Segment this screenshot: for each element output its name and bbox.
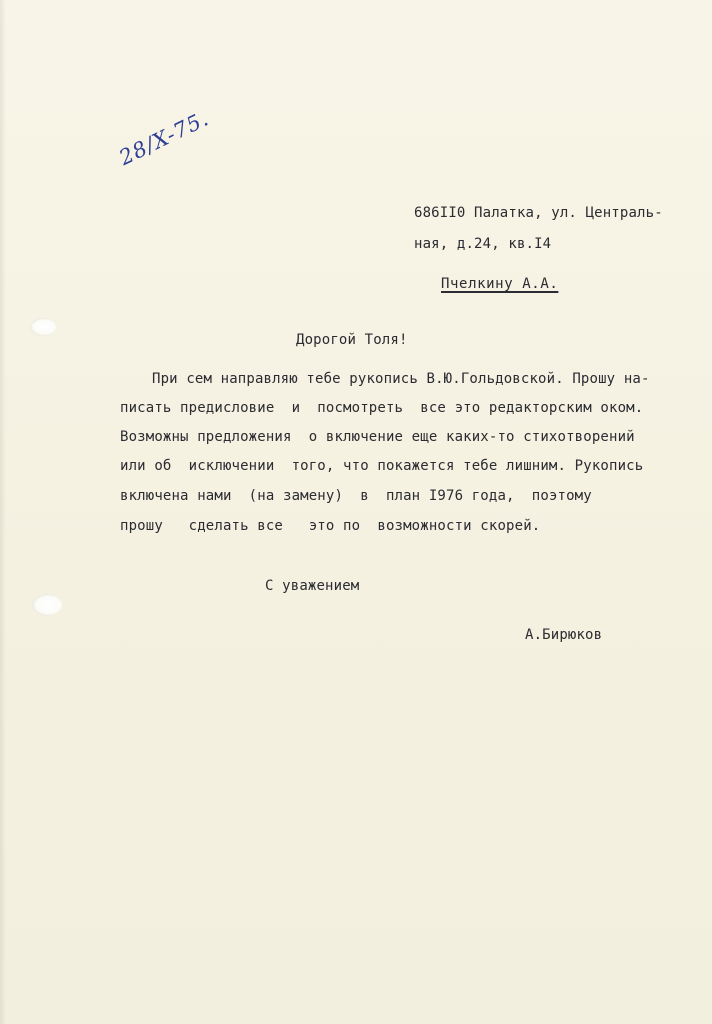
body-line-5: включена нами (на замену) в план I976 года, поэтому [120,488,592,504]
punch-hole-bottom [32,594,62,616]
closing: С уважением [265,578,360,594]
signature: А.Бирюков [525,627,603,643]
address-line-2: ная, д.24, кв.I4 [414,236,552,252]
punch-hole-top [30,318,56,336]
body-line-3: Возможны предложения о включение еще каких-то стихотворений [120,429,635,445]
address-line-1: 686II0 Палатка, ул. Централь- [414,205,663,221]
handwritten-date: 28/X-75. [115,106,213,170]
body-line-6: прошу сделать все это по возможности скорей. [120,518,541,534]
body-line-2: писать предисловие и посмотреть все это редакторским оком. [120,400,644,416]
body-line-1: При сем направляю тебе рукопись В.Ю.Гольдовской. Прошу на- [152,371,650,387]
body-line-4: или об исключении того, что покажется тебе лишним. Рукопись [120,458,644,474]
recipient-name: Пчелкину А.А. [441,276,559,292]
salutation: Дорогой Толя! [296,332,408,348]
page-edge-shadow [0,0,6,1024]
